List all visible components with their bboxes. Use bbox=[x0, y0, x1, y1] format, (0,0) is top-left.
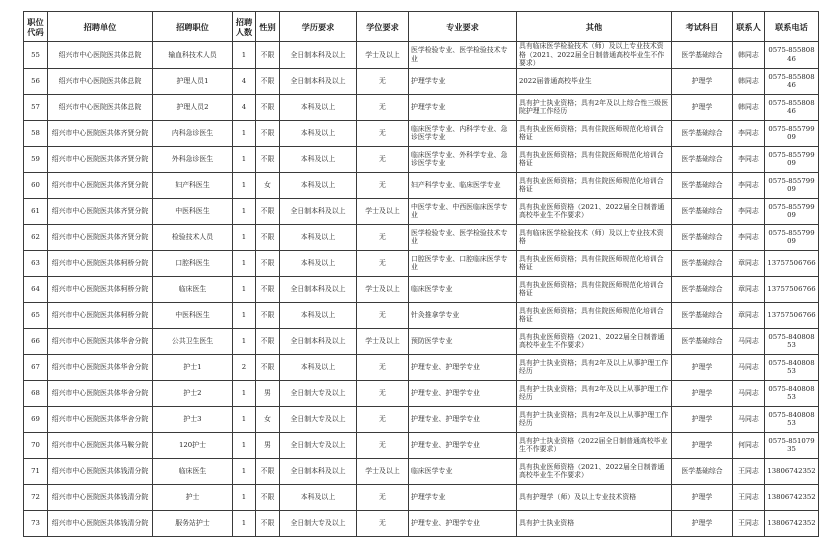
cell-exam-subject: 护理学 bbox=[672, 354, 733, 380]
cell-position-code: 67 bbox=[24, 354, 48, 380]
cell-phone: 0575-85580846 bbox=[765, 94, 819, 120]
cell-education: 本科及以上 bbox=[280, 250, 357, 276]
cell-education: 全日制本科及以上 bbox=[280, 42, 357, 69]
cell-education: 本科及以上 bbox=[280, 94, 357, 120]
cell-position: 120护士 bbox=[153, 432, 233, 458]
cell-exam-subject: 医学基础综合 bbox=[672, 172, 733, 198]
cell-education: 本科及以上 bbox=[280, 172, 357, 198]
cell-phone: 13757506766 bbox=[765, 276, 819, 302]
cell-major: 临床医学专业、外科学专业、急诊医学专业 bbox=[409, 146, 517, 172]
cell-gender: 不限 bbox=[256, 250, 280, 276]
cell-position-code: 64 bbox=[24, 276, 48, 302]
cell-gender: 不限 bbox=[256, 146, 280, 172]
cell-gender: 不限 bbox=[256, 198, 280, 224]
cell-major: 针灸推拿学专业 bbox=[409, 302, 517, 328]
cell-degree: 学士及以上 bbox=[357, 458, 409, 484]
cell-contact: 王同志 bbox=[733, 510, 765, 536]
cell-phone: 0575-85579909 bbox=[765, 224, 819, 250]
table-row bbox=[24, 328, 819, 354]
cell-degree: 无 bbox=[357, 172, 409, 198]
cell-education: 全日制本科及以上 bbox=[280, 198, 357, 224]
cell-headcount: 1 bbox=[233, 510, 256, 536]
cell-other: 具有临床医学检验技术（师）及以上专业技术资格 bbox=[517, 224, 672, 250]
cell-position-code: 55 bbox=[24, 42, 48, 69]
cell-degree: 无 bbox=[357, 302, 409, 328]
cell-degree: 无 bbox=[357, 432, 409, 458]
cell-phone: 0575-85579909 bbox=[765, 198, 819, 224]
cell-contact: 韩同志 bbox=[733, 68, 765, 94]
cell-other: 具有临床医学检验技术（师）及以上专业技术资格（2021、2022届全日制普通高校毕业生不作要求） bbox=[517, 42, 672, 69]
cell-contact: 马同志 bbox=[733, 406, 765, 432]
cell-education: 本科及以上 bbox=[280, 484, 357, 510]
table-row bbox=[24, 432, 819, 458]
cell-degree: 无 bbox=[357, 250, 409, 276]
cell-major: 中医学专业、中西医临床医学专业 bbox=[409, 198, 517, 224]
cell-exam-subject: 护理学 bbox=[672, 484, 733, 510]
cell-degree: 无 bbox=[357, 510, 409, 536]
cell-exam-subject: 护理学 bbox=[672, 406, 733, 432]
cell-position-code: 65 bbox=[24, 302, 48, 328]
cell-gender: 不限 bbox=[256, 484, 280, 510]
cell-contact: 李同志 bbox=[733, 120, 765, 146]
cell-other: 具有护士执业资格；具有2年及以上从事护理工作经历 bbox=[517, 354, 672, 380]
cell-contact: 章同志 bbox=[733, 302, 765, 328]
cell-employer: 绍兴市中心医院医共体齐贤分院 bbox=[48, 198, 153, 224]
table-row bbox=[24, 94, 819, 120]
cell-position-code: 61 bbox=[24, 198, 48, 224]
cell-education: 全日制大专及以上 bbox=[280, 510, 357, 536]
cell-contact: 马同志 bbox=[733, 380, 765, 406]
cell-position-code: 57 bbox=[24, 94, 48, 120]
cell-other: 具有护理学（师）及以上专业技术资格 bbox=[517, 484, 672, 510]
cell-employer: 绍兴市中心医院医共体华舍分院 bbox=[48, 406, 153, 432]
header-cell-contact: 联系人 bbox=[733, 12, 765, 42]
table-row bbox=[24, 406, 819, 432]
cell-headcount: 1 bbox=[233, 120, 256, 146]
cell-gender: 男 bbox=[256, 432, 280, 458]
cell-position: 护士1 bbox=[153, 354, 233, 380]
table-row bbox=[24, 120, 819, 146]
cell-gender: 不限 bbox=[256, 302, 280, 328]
cell-major: 护理专业、护理学专业 bbox=[409, 510, 517, 536]
table-body bbox=[24, 42, 819, 537]
cell-degree: 无 bbox=[357, 224, 409, 250]
cell-exam-subject: 医学基础综合 bbox=[672, 120, 733, 146]
cell-exam-subject: 医学基础综合 bbox=[672, 276, 733, 302]
cell-major: 护理学专业 bbox=[409, 484, 517, 510]
cell-major: 口腔医学专业、口腔临床医学专业 bbox=[409, 250, 517, 276]
cell-major: 临床医学专业 bbox=[409, 276, 517, 302]
cell-employer: 绍兴市中心医院医共体总院 bbox=[48, 68, 153, 94]
cell-position: 中医科医生 bbox=[153, 302, 233, 328]
cell-gender: 女 bbox=[256, 172, 280, 198]
cell-major: 护理专业、护理学专业 bbox=[409, 432, 517, 458]
cell-major: 预防医学专业 bbox=[409, 328, 517, 354]
cell-exam-subject: 护理学 bbox=[672, 510, 733, 536]
cell-phone: 0575-85580846 bbox=[765, 68, 819, 94]
cell-gender: 不限 bbox=[256, 276, 280, 302]
cell-exam-subject: 护理学 bbox=[672, 94, 733, 120]
cell-position-code: 60 bbox=[24, 172, 48, 198]
table-header bbox=[24, 12, 819, 42]
cell-position-code: 56 bbox=[24, 68, 48, 94]
cell-gender: 女 bbox=[256, 406, 280, 432]
table-row bbox=[24, 458, 819, 484]
cell-position: 护士2 bbox=[153, 380, 233, 406]
cell-position-code: 71 bbox=[24, 458, 48, 484]
cell-gender: 不限 bbox=[256, 510, 280, 536]
cell-education: 全日制大专及以上 bbox=[280, 406, 357, 432]
cell-headcount: 4 bbox=[233, 94, 256, 120]
cell-gender: 不限 bbox=[256, 458, 280, 484]
cell-contact: 章同志 bbox=[733, 250, 765, 276]
cell-education: 全日制本科及以上 bbox=[280, 276, 357, 302]
cell-other: 2022届普通高校毕业生 bbox=[517, 68, 672, 94]
cell-phone: 13757506766 bbox=[765, 302, 819, 328]
header-cell-gender: 性别 bbox=[256, 12, 280, 42]
cell-degree: 学士及以上 bbox=[357, 42, 409, 69]
cell-education: 全日制大专及以上 bbox=[280, 380, 357, 406]
cell-employer: 绍兴市中心医院医共体齐贤分院 bbox=[48, 224, 153, 250]
cell-degree: 无 bbox=[357, 146, 409, 172]
cell-headcount: 1 bbox=[233, 484, 256, 510]
cell-gender: 不限 bbox=[256, 224, 280, 250]
header-cell-degree: 学位要求 bbox=[357, 12, 409, 42]
cell-phone: 0575-85579909 bbox=[765, 146, 819, 172]
cell-headcount: 4 bbox=[233, 68, 256, 94]
cell-position: 内科急诊医生 bbox=[153, 120, 233, 146]
header-cell-major: 专业要求 bbox=[409, 12, 517, 42]
cell-headcount: 1 bbox=[233, 250, 256, 276]
cell-other: 具有执业医师资格；具有住院医师规范化培训合格证 bbox=[517, 276, 672, 302]
cell-other: 具有执业医师资格；具有住院医师规范化培训合格证 bbox=[517, 172, 672, 198]
cell-position-code: 58 bbox=[24, 120, 48, 146]
cell-education: 全日制本科及以上 bbox=[280, 458, 357, 484]
header-cell-position-code: 职位代码 bbox=[24, 12, 48, 42]
cell-employer: 绍兴市中心医院医共体总院 bbox=[48, 94, 153, 120]
cell-degree: 无 bbox=[357, 380, 409, 406]
cell-education: 本科及以上 bbox=[280, 146, 357, 172]
cell-phone: 0575-84080853 bbox=[765, 406, 819, 432]
cell-employer: 绍兴市中心医院医共体华舍分院 bbox=[48, 354, 153, 380]
table-row bbox=[24, 484, 819, 510]
cell-phone: 13806742352 bbox=[765, 458, 819, 484]
cell-exam-subject: 医学基础综合 bbox=[672, 224, 733, 250]
cell-degree: 无 bbox=[357, 120, 409, 146]
cell-position: 中医科医生 bbox=[153, 198, 233, 224]
cell-position: 检验技术人员 bbox=[153, 224, 233, 250]
cell-education: 本科及以上 bbox=[280, 302, 357, 328]
cell-phone: 13806742352 bbox=[765, 510, 819, 536]
cell-major: 护理学专业 bbox=[409, 94, 517, 120]
cell-exam-subject: 医学基础综合 bbox=[672, 198, 733, 224]
cell-degree: 无 bbox=[357, 354, 409, 380]
cell-gender: 不限 bbox=[256, 120, 280, 146]
cell-exam-subject: 护理学 bbox=[672, 432, 733, 458]
cell-employer: 绍兴市中心医院医共体齐贤分院 bbox=[48, 120, 153, 146]
cell-major: 临床医学专业、内科学专业、急诊医学专业 bbox=[409, 120, 517, 146]
cell-position-code: 63 bbox=[24, 250, 48, 276]
header-cell-exam-subject: 考试科目 bbox=[672, 12, 733, 42]
cell-headcount: 1 bbox=[233, 224, 256, 250]
cell-headcount: 1 bbox=[233, 328, 256, 354]
header-cell-phone: 联系电话 bbox=[765, 12, 819, 42]
cell-phone: 0575-84080853 bbox=[765, 380, 819, 406]
cell-headcount: 1 bbox=[233, 432, 256, 458]
cell-position: 护士3 bbox=[153, 406, 233, 432]
cell-contact: 马同志 bbox=[733, 354, 765, 380]
cell-degree: 无 bbox=[357, 68, 409, 94]
cell-major: 护理学专业 bbox=[409, 68, 517, 94]
cell-position-code: 59 bbox=[24, 146, 48, 172]
header-cell-headcount: 招聘人数 bbox=[233, 12, 256, 42]
table-row bbox=[24, 250, 819, 276]
cell-exam-subject: 医学基础综合 bbox=[672, 328, 733, 354]
table-row bbox=[24, 42, 819, 69]
table-row bbox=[24, 302, 819, 328]
table-row bbox=[24, 354, 819, 380]
cell-other: 具有护士执业资格；具有2年及以上综合性三级医院护理工作经历 bbox=[517, 94, 672, 120]
cell-headcount: 1 bbox=[233, 42, 256, 69]
cell-employer: 绍兴市中心医院医共体马鞍分院 bbox=[48, 432, 153, 458]
cell-gender: 不限 bbox=[256, 328, 280, 354]
cell-gender: 男 bbox=[256, 380, 280, 406]
cell-employer: 绍兴市中心医院医共体华舍分院 bbox=[48, 328, 153, 354]
cell-contact: 马同志 bbox=[733, 328, 765, 354]
cell-gender: 不限 bbox=[256, 68, 280, 94]
cell-employer: 绍兴市中心医院医共体柯桥分院 bbox=[48, 250, 153, 276]
cell-headcount: 1 bbox=[233, 302, 256, 328]
cell-other: 具有护士执业资格；具有2年及以上从事护理工作经历 bbox=[517, 380, 672, 406]
cell-other: 具有执业医师资格（2021、2022届全日制普通高校毕业生不作要求） bbox=[517, 458, 672, 484]
cell-gender: 不限 bbox=[256, 94, 280, 120]
cell-exam-subject: 医学基础综合 bbox=[672, 146, 733, 172]
cell-headcount: 2 bbox=[233, 354, 256, 380]
cell-other: 具有执业医师资格；具有住院医师规范化培训合格证 bbox=[517, 302, 672, 328]
cell-employer: 绍兴市中心医院医共体总院 bbox=[48, 42, 153, 69]
cell-other: 具有护士执业资格（2022届全日制普通高校毕业生不作要求） bbox=[517, 432, 672, 458]
cell-major: 护理专业、护理学专业 bbox=[409, 380, 517, 406]
header-cell-other: 其他 bbox=[517, 12, 672, 42]
cell-other: 具有执业医师资格；具有住院医师规范化培训合格证 bbox=[517, 146, 672, 172]
cell-position: 护士 bbox=[153, 484, 233, 510]
table-row bbox=[24, 68, 819, 94]
cell-phone: 13806742352 bbox=[765, 484, 819, 510]
cell-position: 护理人员1 bbox=[153, 68, 233, 94]
header-cell-employer: 招聘单位 bbox=[48, 12, 153, 42]
cell-contact: 李同志 bbox=[733, 146, 765, 172]
cell-major: 妇产科学专业、临床医学专业 bbox=[409, 172, 517, 198]
cell-headcount: 1 bbox=[233, 276, 256, 302]
cell-exam-subject: 医学基础综合 bbox=[672, 458, 733, 484]
cell-phone: 0575-85579909 bbox=[765, 172, 819, 198]
cell-exam-subject: 护理学 bbox=[672, 68, 733, 94]
cell-employer: 绍兴市中心医院医共体钱清分院 bbox=[48, 510, 153, 536]
cell-headcount: 1 bbox=[233, 146, 256, 172]
cell-other: 具有执业医师资格；具有住院医师规范化培训合格证 bbox=[517, 120, 672, 146]
cell-contact: 韩同志 bbox=[733, 94, 765, 120]
cell-gender: 不限 bbox=[256, 354, 280, 380]
cell-headcount: 1 bbox=[233, 172, 256, 198]
cell-other: 具有执业医师资格（2021、2022届全日制普通高校毕业生不作要求） bbox=[517, 328, 672, 354]
cell-phone: 0575-85107935 bbox=[765, 432, 819, 458]
cell-position: 临床医生 bbox=[153, 458, 233, 484]
cell-position: 服务站护士 bbox=[153, 510, 233, 536]
cell-phone: 0575-85579909 bbox=[765, 120, 819, 146]
cell-position-code: 62 bbox=[24, 224, 48, 250]
cell-position: 护理人员2 bbox=[153, 94, 233, 120]
cell-contact: 王同志 bbox=[733, 458, 765, 484]
cell-contact: 李同志 bbox=[733, 224, 765, 250]
cell-degree: 学士及以上 bbox=[357, 198, 409, 224]
cell-employer: 绍兴市中心医院医共体华舍分院 bbox=[48, 380, 153, 406]
cell-employer: 绍兴市中心医院医共体钱清分院 bbox=[48, 458, 153, 484]
table-row bbox=[24, 510, 819, 536]
cell-phone: 0575-84080853 bbox=[765, 354, 819, 380]
recruitment-table bbox=[23, 11, 819, 537]
table-row bbox=[24, 172, 819, 198]
cell-phone: 13757506766 bbox=[765, 250, 819, 276]
cell-contact: 何同志 bbox=[733, 432, 765, 458]
cell-degree: 学士及以上 bbox=[357, 276, 409, 302]
cell-other: 具有护士执业资格 bbox=[517, 510, 672, 536]
cell-degree: 无 bbox=[357, 406, 409, 432]
cell-position: 口腔科医生 bbox=[153, 250, 233, 276]
cell-position: 妇产科医生 bbox=[153, 172, 233, 198]
cell-major: 医学检验专业、医学检验技术专业 bbox=[409, 42, 517, 69]
table-row bbox=[24, 224, 819, 250]
cell-contact: 韩同志 bbox=[733, 42, 765, 69]
cell-contact: 李同志 bbox=[733, 172, 765, 198]
cell-position-code: 70 bbox=[24, 432, 48, 458]
cell-other: 具有护士执业资格；具有2年及以上从事护理工作经历 bbox=[517, 406, 672, 432]
cell-other: 具有执业医师资格（2021、2022届全日制普通高校毕业生不作要求） bbox=[517, 198, 672, 224]
cell-employer: 绍兴市中心医院医共体柯桥分院 bbox=[48, 276, 153, 302]
cell-headcount: 1 bbox=[233, 406, 256, 432]
table-row bbox=[24, 380, 819, 406]
cell-position: 临床医生 bbox=[153, 276, 233, 302]
cell-position-code: 73 bbox=[24, 510, 48, 536]
cell-education: 本科及以上 bbox=[280, 354, 357, 380]
cell-position-code: 72 bbox=[24, 484, 48, 510]
cell-education: 全日制本科及以上 bbox=[280, 328, 357, 354]
table-row bbox=[24, 146, 819, 172]
cell-exam-subject: 护理学 bbox=[672, 380, 733, 406]
cell-contact: 王同志 bbox=[733, 484, 765, 510]
cell-exam-subject: 医学基础综合 bbox=[672, 250, 733, 276]
cell-position-code: 69 bbox=[24, 406, 48, 432]
cell-employer: 绍兴市中心医院医共体齐贤分院 bbox=[48, 146, 153, 172]
cell-employer: 绍兴市中心医院医共体柯桥分院 bbox=[48, 302, 153, 328]
cell-position: 公共卫生医生 bbox=[153, 328, 233, 354]
cell-education: 全日制大专及以上 bbox=[280, 432, 357, 458]
cell-major: 护理专业、护理学专业 bbox=[409, 354, 517, 380]
cell-degree: 无 bbox=[357, 484, 409, 510]
header-cell-position: 招聘职位 bbox=[153, 12, 233, 42]
cell-contact: 章同志 bbox=[733, 276, 765, 302]
cell-major: 护理专业、护理学专业 bbox=[409, 406, 517, 432]
cell-employer: 绍兴市中心医院医共体齐贤分院 bbox=[48, 172, 153, 198]
header-row bbox=[24, 12, 819, 42]
table-row bbox=[24, 198, 819, 224]
cell-major: 临床医学专业 bbox=[409, 458, 517, 484]
header-cell-education: 学历要求 bbox=[280, 12, 357, 42]
cell-position-code: 68 bbox=[24, 380, 48, 406]
cell-employer: 绍兴市中心医院医共体钱清分院 bbox=[48, 484, 153, 510]
cell-degree: 学士及以上 bbox=[357, 328, 409, 354]
cell-other: 具有执业医师资格；具有住院医师规范化培训合格证 bbox=[517, 250, 672, 276]
cell-position: 外科急诊医生 bbox=[153, 146, 233, 172]
cell-headcount: 1 bbox=[233, 380, 256, 406]
cell-position: 输血科技术人员 bbox=[153, 42, 233, 69]
cell-education: 本科及以上 bbox=[280, 224, 357, 250]
cell-exam-subject: 医学基础综合 bbox=[672, 42, 733, 69]
cell-degree: 无 bbox=[357, 94, 409, 120]
cell-exam-subject: 医学基础综合 bbox=[672, 302, 733, 328]
cell-gender: 不限 bbox=[256, 42, 280, 69]
table-row bbox=[24, 276, 819, 302]
cell-contact: 李同志 bbox=[733, 198, 765, 224]
cell-phone: 0575-84080853 bbox=[765, 328, 819, 354]
cell-education: 本科及以上 bbox=[280, 120, 357, 146]
cell-position-code: 66 bbox=[24, 328, 48, 354]
cell-headcount: 1 bbox=[233, 198, 256, 224]
cell-phone: 0575-85580846 bbox=[765, 42, 819, 69]
cell-education: 全日制本科及以上 bbox=[280, 68, 357, 94]
cell-major: 医学检验专业、医学检验技术专业 bbox=[409, 224, 517, 250]
cell-headcount: 1 bbox=[233, 458, 256, 484]
